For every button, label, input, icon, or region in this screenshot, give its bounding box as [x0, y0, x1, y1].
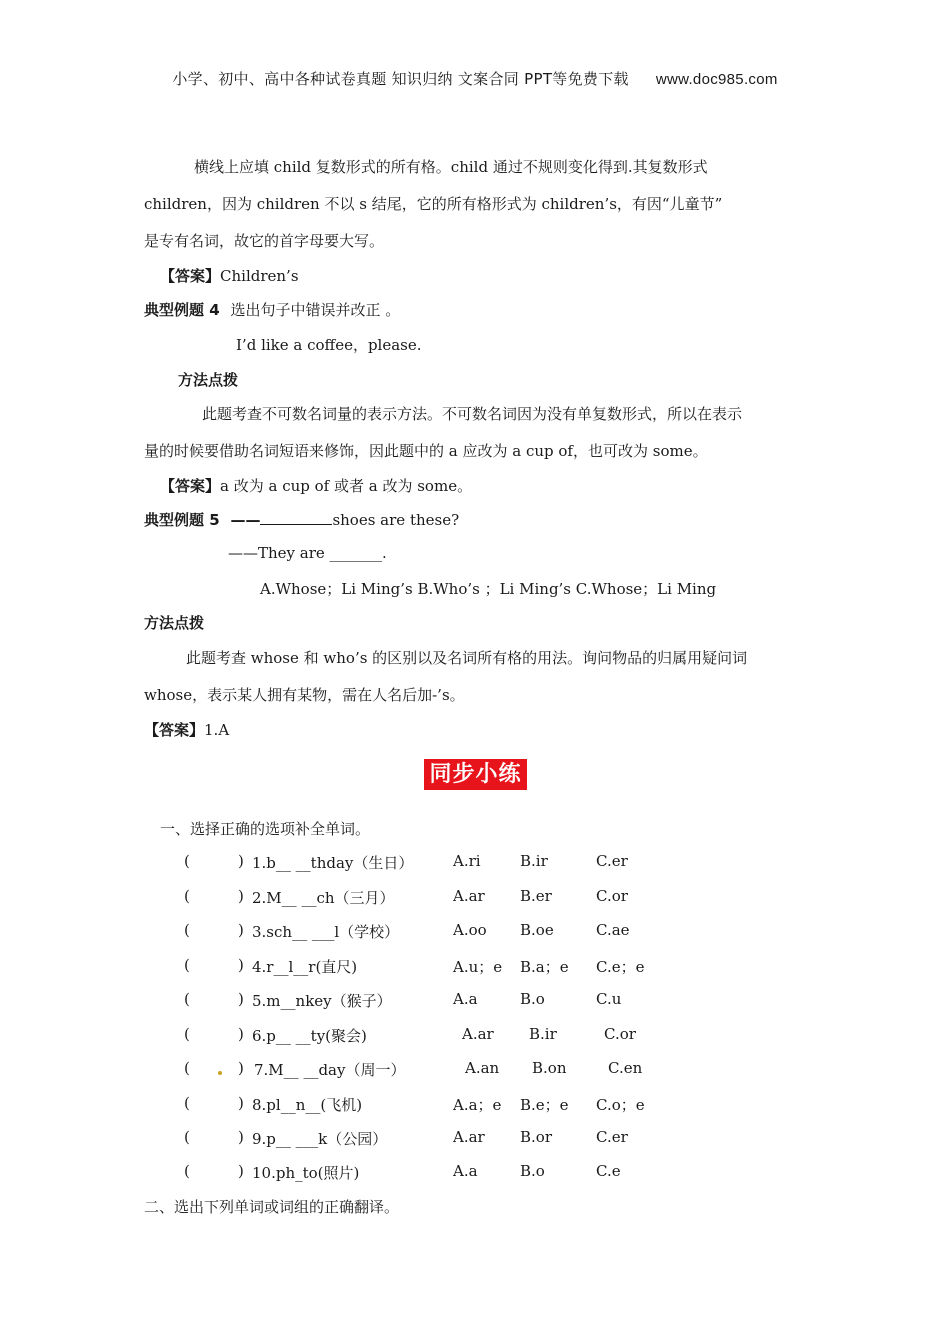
option-b[interactable]: B.er: [520, 887, 552, 905]
answer-label: 【答案】: [144, 721, 205, 739]
option-a[interactable]: A.ar: [453, 1128, 485, 1146]
intro-line-3: 是专有名词，故它的首字母要大写。: [144, 232, 385, 250]
option-c[interactable]: C.er: [596, 852, 628, 870]
open-paren: (: [184, 1059, 190, 1077]
close-paren: ): [238, 1059, 244, 1077]
option-c[interactable]: C.ae: [596, 921, 630, 939]
answer-text: Children’s: [220, 267, 299, 285]
open-paren: (: [184, 921, 190, 939]
example-4-explain-2: 量的时候要借助名词短语来修饰，因此题中的 a 应改为 a cup of，也可改为 some。: [144, 442, 708, 460]
list-item: [184, 1162, 704, 1182]
section-2-heading: 二、选出下列单词或词组的正确翻译。: [144, 1198, 400, 1216]
page-header: [0, 68, 950, 89]
open-paren: (: [184, 887, 190, 905]
example-5-answer: [144, 719, 229, 740]
list-item: [184, 1059, 704, 1079]
intro-line-2: children，因为 children 不以 s 结尾，它的所有格形式为 children’s，有因“儿童节”: [144, 195, 723, 213]
example-5-explain-1: 此题考查 whose 和 who’s 的区别以及名词所有格的用法。询问物品的归属用疑问词: [186, 649, 748, 667]
option-c[interactable]: C.or: [596, 887, 628, 905]
question-text: 1.b__ __thday（生日）: [252, 854, 414, 872]
option-b[interactable]: B.ir: [520, 852, 548, 870]
question-text: 6.p__ __ty(聚会): [252, 1027, 367, 1045]
open-paren: (: [184, 1025, 190, 1043]
question-text: 5.m__nkey（猴子）: [252, 992, 392, 1010]
option-c[interactable]: C.er: [596, 1128, 628, 1146]
option-b[interactable]: B.o: [520, 990, 545, 1008]
example-4-label: 典型例题 4: [144, 301, 220, 319]
option-c[interactable]: C.u: [596, 990, 622, 1008]
option-c[interactable]: C.e: [596, 1162, 621, 1180]
question-text: 9.p__ ___k（公园）: [252, 1130, 388, 1148]
practice-title: 同步小练: [424, 759, 527, 790]
intro-line-1: 横线上应填 child 复数形式的所有格。child 通过不规则变化得到.其复数形式: [194, 158, 708, 176]
example-4-answer: [160, 475, 472, 496]
open-paren: (: [184, 1162, 190, 1180]
option-a[interactable]: A.u；e: [453, 958, 503, 976]
option-b[interactable]: B.o: [520, 1162, 545, 1180]
option-b[interactable]: B.oe: [520, 921, 554, 939]
example-4-question: 选出句子中错误并改正 。: [230, 301, 401, 319]
example-4-method-label: 方法点拨: [178, 371, 239, 389]
example-5-heading: [144, 509, 459, 530]
option-c[interactable]: C.or: [604, 1025, 636, 1043]
option-b[interactable]: B.on: [532, 1059, 567, 1077]
list-item: [184, 1025, 704, 1045]
answer-blank[interactable]: [260, 510, 332, 525]
header-text: 小学、初中、高中各种试卷真题 知识归纳 文案合同 PPT等免费下载: [172, 70, 629, 88]
question-text: 4.r__l__r(直尺): [252, 958, 358, 976]
list-item: [184, 1094, 704, 1114]
question-text: 2.M__ __ch（三月）: [252, 889, 395, 907]
example-4-heading: [144, 299, 400, 320]
option-b[interactable]: B.ir: [529, 1025, 557, 1043]
option-a[interactable]: A.oo: [453, 921, 487, 939]
answer-label: 【答案】: [160, 267, 221, 285]
list-item: [184, 956, 704, 976]
example-5-dash: ——: [230, 511, 261, 529]
question-text: 7.M__ __day（周一）: [254, 1061, 406, 1079]
intro-answer: [160, 265, 299, 286]
close-paren: ): [238, 921, 244, 939]
example-5-explain-2: whose，表示某人拥有某物，需在人名后加-’s。: [144, 686, 465, 704]
header-site[interactable]: www.doc985.com: [655, 71, 778, 88]
close-paren: ): [238, 990, 244, 1008]
list-item: [184, 990, 704, 1010]
option-a[interactable]: A.a: [453, 990, 478, 1008]
close-paren: ): [238, 1025, 244, 1043]
question-text: 3.sch__ ___l（学校）: [252, 923, 400, 941]
option-b[interactable]: B.or: [520, 1128, 552, 1146]
list-item: [184, 852, 704, 872]
example-5-reply: ——They are _______.: [228, 544, 387, 562]
close-paren: ): [238, 887, 244, 905]
close-paren: ): [238, 1094, 244, 1112]
example-4-sentence: I’d like a coffee，please.: [236, 336, 422, 354]
example-5-options: A.Whose；Li Ming’s B.Who’s ；Li Ming’s C.Whose；Li Ming: [260, 580, 717, 598]
list-item: [184, 921, 704, 941]
open-paren: (: [184, 1128, 190, 1146]
open-paren: (: [184, 956, 190, 974]
option-a[interactable]: A.ri: [453, 852, 481, 870]
option-a[interactable]: A.ar: [462, 1025, 494, 1043]
answer-label: 【答案】: [160, 477, 221, 495]
section-1-heading: 一、选择正确的选项补全单词。: [160, 820, 371, 838]
option-a[interactable]: A.a；e: [453, 1096, 502, 1114]
close-paren: ): [238, 956, 244, 974]
example-5-label: 典型例题 5: [144, 511, 220, 529]
close-paren: ): [238, 1162, 244, 1180]
list-item: [184, 1128, 704, 1148]
question-text: 10.ph_to(照片): [252, 1164, 360, 1182]
option-b[interactable]: B.e；e: [520, 1096, 569, 1114]
option-c[interactable]: C.o；e: [596, 1096, 645, 1114]
open-paren: (: [184, 852, 190, 870]
answer-text: a 改为 a cup of 或者 a 改为 some。: [220, 477, 473, 495]
example-5-method-label: 方法点拨: [144, 614, 205, 632]
open-paren: (: [184, 990, 190, 1008]
option-c[interactable]: C.en: [608, 1059, 643, 1077]
option-a[interactable]: A.an: [465, 1059, 500, 1077]
close-paren: ): [238, 1128, 244, 1146]
close-paren: ): [238, 852, 244, 870]
option-c[interactable]: C.e；e: [596, 958, 645, 976]
option-a[interactable]: A.ar: [453, 887, 485, 905]
example-4-explain-1: 此题考查不可数名词量的表示方法。不可数名词因为没有单复数形式，所以在表示: [202, 405, 743, 423]
example-5-question: shoes are these?: [332, 511, 460, 529]
list-item: [184, 887, 704, 907]
option-a[interactable]: A.a: [453, 1162, 478, 1180]
open-paren: (: [184, 1094, 190, 1112]
question-text: 8.pl__n__(飞机): [252, 1096, 363, 1114]
answer-text: 1.A: [204, 721, 230, 739]
marker-dot: [218, 1071, 222, 1075]
option-b[interactable]: B.a；e: [520, 958, 569, 976]
